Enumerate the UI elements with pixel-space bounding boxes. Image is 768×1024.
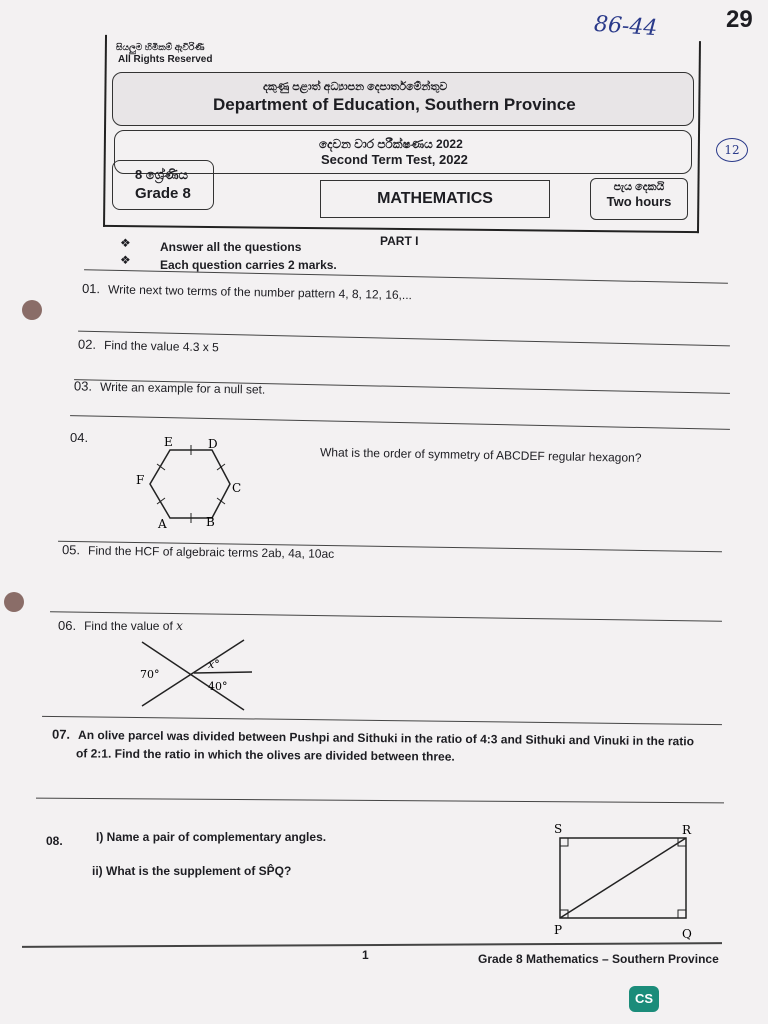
page-number: 1 [362,948,369,962]
rights-reserved: All Rights Reserved [118,54,213,65]
vertex-label-e: E [164,436,173,449]
question-8-part1: I) Name a pair of complementary angles. [96,830,327,844]
bullet-icon: ❖ [120,253,131,267]
instruction-2: Each question carries 2 marks. [160,258,337,272]
scanner-badge: CS [629,986,659,1012]
angles-diagram [128,634,258,718]
question-6 [58,618,183,633]
question-text: Write next two terms of the number pattern 4, 8, 12, 16,... [107,282,413,303]
question-5 [62,542,334,561]
angle-label-x: x° [208,658,220,671]
answer-line [84,269,728,283]
question-number: 06. [58,618,77,633]
vertex-label-c: C [232,481,242,495]
question-8-part2: ii) What is the supplement of SP̂Q? [92,864,292,878]
rights-sinhala: සියලුම හිමිකම් ඇවිරිණි [116,42,205,52]
question-number: 01. [81,280,101,297]
question-7 [52,727,694,749]
question-text: Write an example for a null set. [99,379,266,397]
variable-x: x [176,619,183,633]
question-text: Find the HCF of algebraic terms 2ab, 4a, 10ac [87,543,335,561]
question-4-number [70,430,96,445]
term-title: Second Term Test, 2022 [321,152,468,167]
question-2 [78,337,219,355]
grade-label: Grade 8 [135,185,191,202]
question-number: 03. [73,378,93,394]
question-text: Find the value 4.3 x 5 [103,338,219,355]
time-sinhala: පැය දෙකයි [613,181,665,193]
department-banner [112,72,694,126]
circled-mark: 12 [716,138,748,162]
term-sinhala: දෙවන වාර පරීක්ෂණය 2022 [319,137,463,151]
vertex-label-a: A [158,517,167,531]
page-corner-number: 29 [726,6,753,33]
subject-title: MATHEMATICS [377,190,493,207]
vertex-label-f: F [136,473,145,487]
question-7-line2: of 2:1. Find the ratio in which the olives are divided between three. [75,746,455,764]
rectangle-diagram [550,820,700,944]
subject-box [320,180,550,218]
diagonal-pr [560,838,686,918]
question-number: 02. [77,336,97,352]
hexagon-diagram [130,436,250,532]
question-text-line1: An olive parcel was divided between Pushpi and Sithuki in the ratio of 4:3 and Sithuki and Vinuki in the ratio [78,727,695,749]
part-heading: PART I [380,234,419,248]
answer-line [70,415,730,430]
handwritten-code: 86-44 [593,11,659,42]
question-number: 04. [70,430,89,445]
binder-hole [22,300,42,320]
question-1 [82,281,412,302]
grade-box [112,160,214,210]
vertex-label-r: R [682,823,692,837]
vertex-label-d: D [208,437,218,451]
question-number: 07. [51,726,71,742]
vertex-label-s: S [554,822,563,836]
angle-label-70: 70° [140,668,160,681]
vertex-label-b: B [206,515,215,529]
vertex-label-p: P [554,923,563,937]
vertex-label-q: Q [682,927,692,941]
footer-title: Grade 8 Mathematics – Southern Province [478,952,719,966]
question-text: Find the value of [84,619,173,633]
instruction-1: Answer all the questions [160,240,302,254]
question-8-number: 08. [46,834,63,848]
binder-hole [4,592,24,612]
grade-sinhala: 8 ශ්‍රේණිය [135,167,188,182]
question-3 [74,378,265,396]
answer-line [36,798,724,804]
angle-label-40: 40° [208,680,228,693]
department-title: Department of Education, Southern Province [213,95,576,114]
time-box [590,178,688,220]
bullet-icon: ❖ [120,236,131,250]
department-sinhala: දකුණු පළාත් අධ්‍යාපන දෙපාර්තමේන්තුව [263,81,448,93]
question-number: 05. [61,542,81,558]
ray [194,672,252,673]
time-label: Two hours [606,194,672,209]
hexagon-shape [150,450,230,518]
question-4-text: What is the order of symmetry of ABCDEF regular hexagon? [319,445,642,465]
